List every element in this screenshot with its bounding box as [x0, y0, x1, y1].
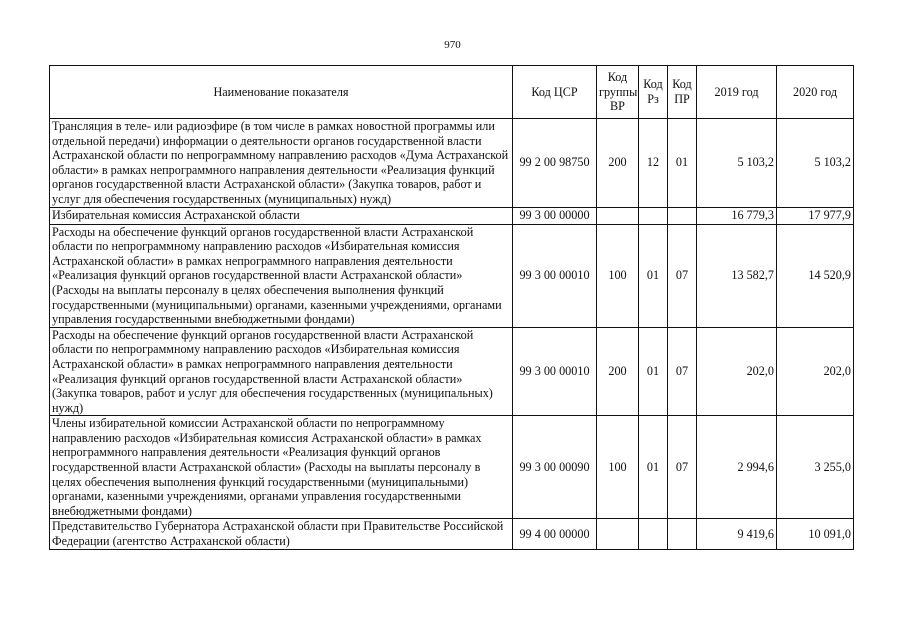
row-csr: 99 3 00 00010 — [513, 327, 597, 416]
table-row — [50, 416, 854, 519]
row-name: Расходы на обеспечение функций органов государственной власти Астраханской области по непрограммному направлению расходов «Избирательная комиссия Астраханской области» в рамках непрограммного направления деятельности «Реализация функций органов государственной власти Астраханской области» (Расходы на выплаты персоналу в целях обеспечения выполнения функций государственными (муниципальными) органами, казенными учреждениями, органами управления государственными внебюджетными фондами) — [50, 224, 513, 327]
row-pr: 07 — [668, 416, 697, 519]
row-2019: 13 582,7 — [697, 224, 777, 327]
row-pr — [668, 207, 697, 224]
row-pr: 07 — [668, 224, 697, 327]
row-2020: 202,0 — [777, 327, 854, 416]
header-rz: Код Рз — [639, 66, 668, 119]
row-2020: 5 103,2 — [777, 119, 854, 208]
row-name: Избирательная комиссия Астраханской области — [50, 207, 513, 224]
table-row — [50, 207, 854, 224]
row-name: Трансляция в теле- или радиоэфире (в том числе в рамках новостной программы или отдельной передачи) информации о деятельности органов государственной власти Астраханской области по непрограммному направлению расходов «Дума Астраханской области» в рамках непрограммного направления деятельности «Реализация функций органов государственной власти Астраханской области» (Закупка товаров, работ и услуг для обеспечения государственных (муниципальных) нужд) — [50, 119, 513, 208]
row-name: Члены избирательной комиссии Астраханской области по непрограммному направлению расходов «Избирательная комиссия Астраханской области» в рамках непрограммного направления деятельности «Реализация функций органов государственной власти Астраханской области» (Расходы на выплаты персоналу в целях обеспечения выполнения функций государственными (муниципальными) органами, казенными учреждениями, органами управления государственными внебюджетными фондами) — [50, 416, 513, 519]
row-2019: 5 103,2 — [697, 119, 777, 208]
row-rz — [639, 519, 668, 549]
table-row — [50, 224, 854, 327]
row-csr: 99 4 00 00000 — [513, 519, 597, 549]
row-2020: 14 520,9 — [777, 224, 854, 327]
table-row — [50, 519, 854, 549]
header-2020: 2020 год — [777, 66, 854, 119]
row-2020: 10 091,0 — [777, 519, 854, 549]
header-2019: 2019 год — [697, 66, 777, 119]
row-vr — [597, 519, 639, 549]
header-name: Наименование показателя — [50, 66, 513, 119]
row-2019: 9 419,6 — [697, 519, 777, 549]
row-2020: 17 977,9 — [777, 207, 854, 224]
row-pr: 07 — [668, 327, 697, 416]
row-2020: 3 255,0 — [777, 416, 854, 519]
row-rz — [639, 207, 668, 224]
row-name: Представительство Губернатора Астраханской области при Правительстве Российской Федерации (агентство Астраханской области) — [50, 519, 513, 549]
row-pr: 01 — [668, 119, 697, 208]
page-number: 970 — [444, 39, 461, 51]
row-vr: 100 — [597, 416, 639, 519]
row-vr: 200 — [597, 119, 639, 208]
row-vr: 100 — [597, 224, 639, 327]
row-2019: 2 994,6 — [697, 416, 777, 519]
row-vr — [597, 207, 639, 224]
row-csr: 99 3 00 00090 — [513, 416, 597, 519]
row-rz: 12 — [639, 119, 668, 208]
header-csr: Код ЦСР — [513, 66, 597, 119]
table-row — [50, 327, 854, 416]
table-row — [50, 119, 854, 208]
row-rz: 01 — [639, 327, 668, 416]
row-vr: 200 — [597, 327, 639, 416]
row-csr: 99 3 00 00010 — [513, 224, 597, 327]
table-header-row — [50, 66, 854, 119]
row-name: Расходы на обеспечение функций органов государственной власти Астраханской области по непрограммному направлению расходов «Избирательная комиссия Астраханской области» в рамках непрограммного направления деятельности «Реализация функций органов государственной власти Астраханской области» (Закупка товаров, работ и услуг для обеспечения государственных (муниципальных) нужд) — [50, 327, 513, 416]
row-csr: 99 2 00 98750 — [513, 119, 597, 208]
header-pr: Код ПР — [668, 66, 697, 119]
row-2019: 202,0 — [697, 327, 777, 416]
header-vr: Код группы ВР — [597, 66, 639, 119]
row-csr: 99 3 00 00000 — [513, 207, 597, 224]
row-pr — [668, 519, 697, 549]
row-2019: 16 779,3 — [697, 207, 777, 224]
row-rz: 01 — [639, 224, 668, 327]
budget-table — [49, 65, 854, 550]
row-rz: 01 — [639, 416, 668, 519]
